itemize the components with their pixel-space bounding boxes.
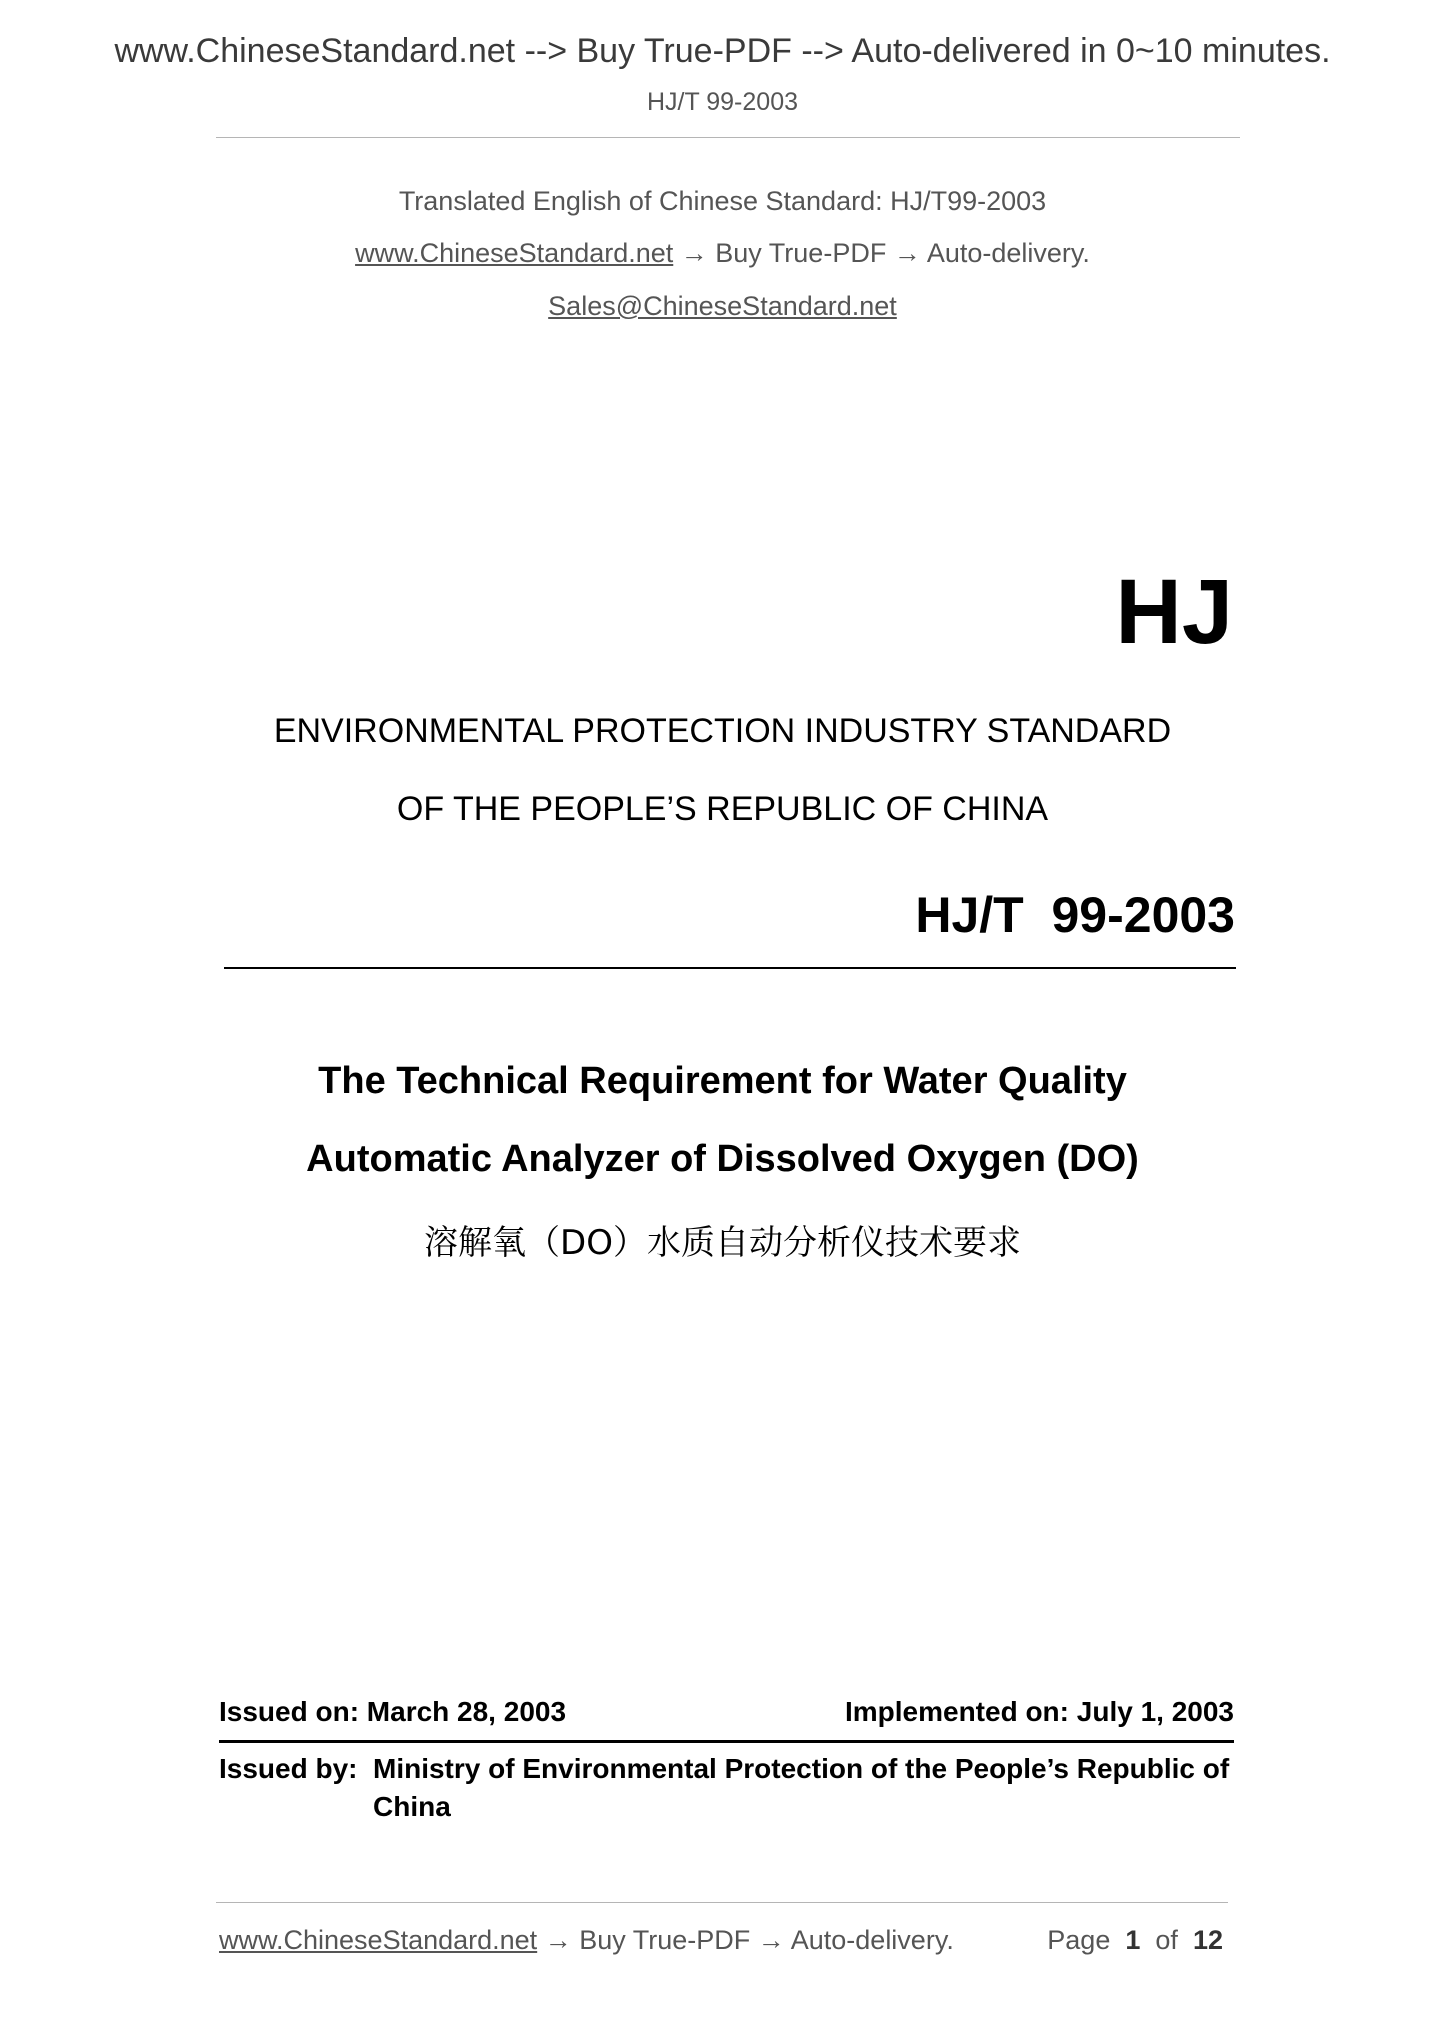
document-title-chinese: 溶解氧（DO）水质自动分析仪技术要求 (424, 1223, 1021, 1263)
hj-logo: HJ (1115, 561, 1233, 663)
footer-site-link[interactable]: www.ChineseStandard.net (219, 1925, 538, 1955)
issued-by-organization: Ministry of Environmental Protection of the People’s Republic of China (373, 1753, 1230, 1822)
page-of: of (1155, 1925, 1178, 1955)
page-number (1047, 1925, 1223, 1956)
standard-code-divider (224, 967, 1236, 969)
issued-by-label: Issued by: (219, 1753, 358, 1784)
header-divider (216, 137, 1240, 138)
sales-email-link[interactable]: Sales@ChineseStandard.net (548, 291, 897, 321)
footer-site-text: → Buy True-PDF → Auto-delivery. (537, 1925, 954, 1955)
footer-divider (216, 1902, 1228, 1903)
page-current: 1 (1125, 1925, 1141, 1955)
page-label: Page (1047, 1925, 1111, 1955)
page-total: 12 (1192, 1925, 1223, 1955)
site-line-text: → Buy True-PDF → Auto-delivery. (673, 238, 1090, 268)
implemented-on-date: Implemented on: July 1, 2003 (844, 1696, 1234, 1727)
top-banner: www.ChineseStandard.net --> Buy True-PDF --> Auto-delivered in 0~10 minutes. (114, 32, 1331, 70)
translation-notice: Translated English of Chinese Standard: HJ/T99-2003 (398, 186, 1047, 216)
issued-on-date: Issued on: March 28, 2003 (219, 1696, 567, 1727)
header-standard-code: HJ/T 99-2003 (646, 88, 798, 116)
document-title-line-1: The Technical Requirement for Water Quality (318, 1060, 1127, 1102)
footer-site-line (219, 1925, 954, 1956)
standard-title-line-2: OF THE PEOPLE’S REPUBLIC OF CHINA (396, 790, 1049, 828)
standard-code: HJ/T 99-2003 (915, 887, 1235, 943)
standard-title-line-1: ENVIRONMENTAL PROTECTION INDUSTRY STANDARD (273, 712, 1172, 750)
site-link[interactable]: www.ChineseStandard.net (355, 238, 674, 268)
site-line (0, 238, 1445, 269)
document-title-line-2: Automatic Analyzer of Dissolved Oxygen (DO) (306, 1138, 1139, 1180)
issue-divider (219, 1740, 1234, 1743)
sales-line (0, 291, 1445, 322)
issued-by (219, 1750, 1237, 1822)
